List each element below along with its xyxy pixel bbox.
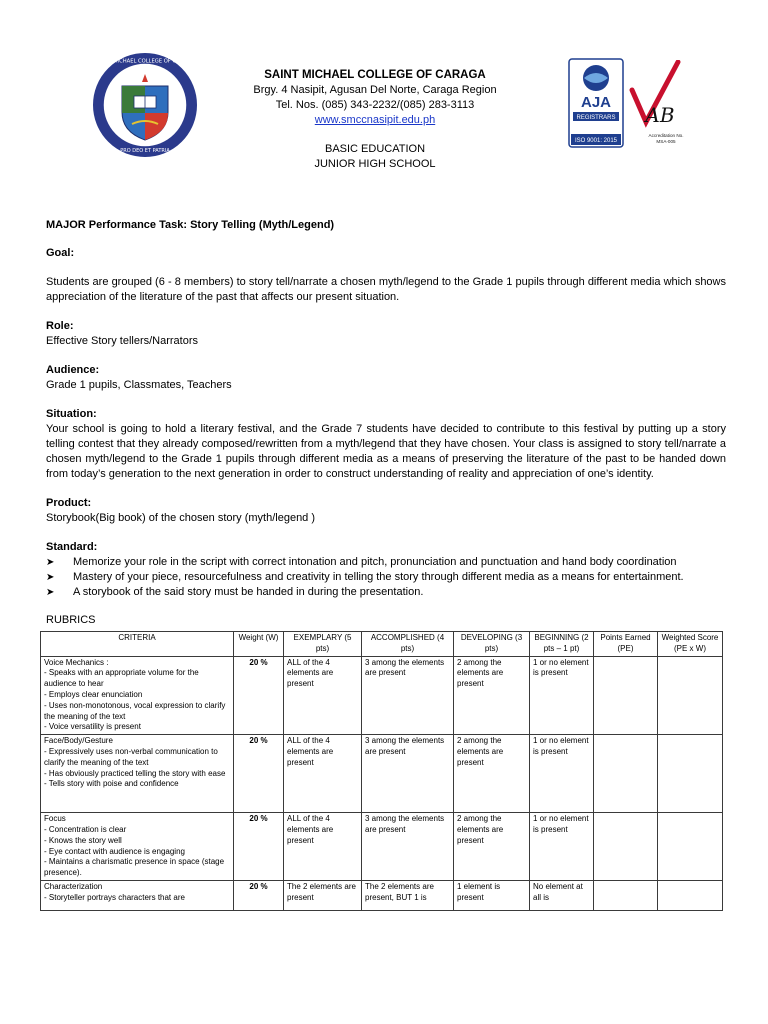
header-exemplary: EXEMPLARY (5 pts) [284, 632, 362, 657]
criteria-cell [41, 813, 234, 881]
points-earned-cell[interactable] [594, 735, 658, 813]
goal-text: Students are grouped (6 - 8 members) to story tell/narrate a chosen myth/legend to the Grade 1 pupils through different media which shows appreciation of the literature of the past that affects our present situation. [46, 276, 726, 303]
header-accomplished: ACCOMPLISHED (4 pts) [362, 632, 454, 657]
beginning-cell: 1 or no element is present [530, 813, 594, 881]
aja-registrars-logo [568, 58, 624, 148]
table-row [41, 881, 723, 911]
audience-heading: Audience: [46, 364, 100, 376]
header-weight: Weight (W) [234, 632, 284, 657]
department-label: BASIC EDUCATION [324, 143, 426, 155]
header-criteria: CRITERIA [41, 632, 234, 657]
weighted-score-cell[interactable] [658, 813, 723, 881]
header-points-earned: Points Earned (PE) [594, 632, 658, 657]
exemplary-cell: The 2 elements are present [284, 881, 362, 911]
arrow-bullet-icon: ➤ [46, 572, 55, 583]
arrow-bullet-icon: ➤ [46, 587, 55, 598]
beginning-cell: No element at all is [530, 881, 594, 911]
exemplary-cell: ALL of the 4 elements are present [284, 813, 362, 881]
product-text: Storybook(Big book) of the chosen story (myth/legend ) [46, 512, 316, 524]
product-heading: Product: [46, 497, 92, 509]
arrow-bullet-icon: ➤ [46, 557, 55, 568]
accomplished-cell: 3 among the elements are present [362, 656, 454, 735]
standard-item [46, 585, 726, 600]
criteria-bullet: - Speaks with an appropriate volume for the audience to hear [44, 668, 199, 689]
school-level-label: JUNIOR HIGH SCHOOL [314, 158, 436, 170]
exemplary-cell: ALL of the 4 elements are present [284, 735, 362, 813]
weighted-score-cell[interactable] [658, 735, 723, 813]
criteria-name: Voice Mechanics : [44, 657, 109, 667]
criteria-cell [41, 656, 234, 735]
criteria-bullet: - Expressively uses non-verbal communication to clarify the meaning of the text [44, 746, 218, 767]
vab-accreditation-text: Accreditation No. [648, 133, 684, 138]
criteria-bullet: - Tells story with poise and confidence [44, 779, 179, 789]
aja-text: AJA [580, 94, 612, 111]
criteria-bullet: - Maintains a charismatic presence in space (stage presence). [44, 857, 225, 878]
criteria-name: Characterization [44, 882, 103, 892]
accomplished-cell: The 2 elements are present, BUT 1 is [362, 881, 454, 911]
developing-cell: 2 among the elements are present [454, 656, 530, 735]
header-beginning: BEGINNING (2 pts – 1 pt) [530, 632, 594, 657]
weight-cell: 20 % [234, 735, 284, 813]
accomplished-cell: 3 among the elements are present [362, 813, 454, 881]
vab-text: AB [645, 103, 675, 127]
beginning-cell: 1 or no element is present [530, 735, 594, 813]
school-address: Brgy. 4 Nasipit, Agusan Del Norte, Caraga Region [253, 84, 497, 96]
criteria-bullet: - Voice versatility is present [44, 722, 141, 732]
standard-list [46, 555, 726, 600]
seal-ring-text: SAINT MICHAEL COLLEGE OF CARAGA [95, 58, 195, 65]
developing-cell: 1 element is present [454, 881, 530, 911]
aja-registrars-text: REGISTRARS [576, 115, 616, 121]
role-heading: Role: [46, 320, 74, 332]
rubric-header-row [41, 632, 723, 657]
situation-heading: Situation: [46, 408, 97, 420]
standard-item-text: Memorize your role in the script with correct intonation and pitch, pronunciation and punctuation and hand body coordination [73, 556, 677, 568]
beginning-cell: 1 or no element is present [530, 656, 594, 735]
task-title: MAJOR Performance Task: Story Telling (Myth/Legend) [46, 219, 335, 231]
criteria-bullet: - Has obviously practiced telling the story with ease [44, 768, 226, 778]
criteria-bullet: - Eye contact with audience is engaging [44, 846, 185, 856]
school-phones: Tel. Nos. (085) 343-2232/(085) 283-3113 [275, 99, 475, 111]
audience-text: Grade 1 pupils, Classmates, Teachers [46, 379, 232, 391]
vab-accreditation-logo [626, 60, 684, 148]
goal-heading: Goal: [46, 247, 75, 259]
exemplary-cell: ALL of the 4 elements are present [284, 656, 362, 735]
table-row [41, 735, 723, 813]
standard-item [46, 570, 726, 585]
standard-item-text: Mastery of your piece, resourcefulness and creativity in telling the story through different media as a means for entertainment. [73, 571, 684, 583]
situation-text: Your school is going to hold a literary festival, and the Grade 7 students have decided to contribute to this festival by putting up a story telling contest that they already composed/rewritten from a myth/legend that they have chosen. Your class is assigned to story tell/narrate a chosen myth/legend to the Grade 1 pupils through different media as a means of preserving the literature of the past to be handed down from today’s generation to the next generation in order to construct understanding of reality and appreciation of one’s identity. [46, 423, 726, 480]
vab-number-text: MSA-005 [656, 139, 676, 144]
role-text: Effective Story tellers/Narrators [46, 335, 199, 347]
criteria-name: Face/Body/Gesture [44, 736, 113, 746]
points-earned-cell[interactable] [594, 813, 658, 881]
weight-cell: 20 % [234, 656, 284, 735]
points-earned-cell[interactable] [594, 881, 658, 911]
weighted-score-cell[interactable] [658, 881, 723, 911]
points-earned-cell[interactable] [594, 656, 658, 735]
criteria-bullet: - Concentration is clear [44, 824, 127, 834]
standard-item [46, 555, 726, 570]
criteria-cell [41, 735, 234, 813]
rubrics-label: RUBRICS [46, 614, 96, 626]
criteria-bullet: - Storyteller portrays characters that are [44, 892, 185, 902]
standard-heading: Standard: [46, 541, 98, 553]
task-content [46, 218, 726, 911]
table-row [41, 813, 723, 881]
school-name: SAINT MICHAEL COLLEGE OF CARAGA [264, 69, 486, 81]
developing-cell: 2 among the elements are present [454, 813, 530, 881]
criteria-bullet: - Employs clear enunciation [44, 689, 143, 699]
header-weighted-score: Weighted Score (PE x W) [658, 632, 723, 657]
seal-motto-text: PRO DEO ET PATRIA [120, 148, 170, 154]
school-seal-logo [92, 52, 198, 158]
developing-cell: 2 among the elements are present [454, 735, 530, 813]
aja-iso-text: ISO 9001: 2015 [574, 138, 618, 144]
weight-cell: 20 % [234, 881, 284, 911]
weighted-score-cell[interactable] [658, 656, 723, 735]
header-developing: DEVELOPING (3 pts) [454, 632, 530, 657]
weight-cell: 20 % [234, 813, 284, 881]
criteria-name: Focus [44, 814, 66, 824]
rubric-table [40, 631, 723, 911]
accomplished-cell: 3 among the elements are present [362, 735, 454, 813]
standard-item-text: A storybook of the said story must be handed in during the presentation. [73, 586, 424, 598]
criteria-cell [41, 881, 234, 911]
criteria-bullet: - Knows the story well [44, 835, 122, 845]
school-header [210, 68, 540, 172]
table-row [41, 656, 723, 735]
criteria-bullet: - Uses non-monotonous, vocal expression to clarify the meaning of the text [44, 700, 226, 721]
school-website-link[interactable]: www.smccnasipit.edu.ph [314, 114, 436, 126]
